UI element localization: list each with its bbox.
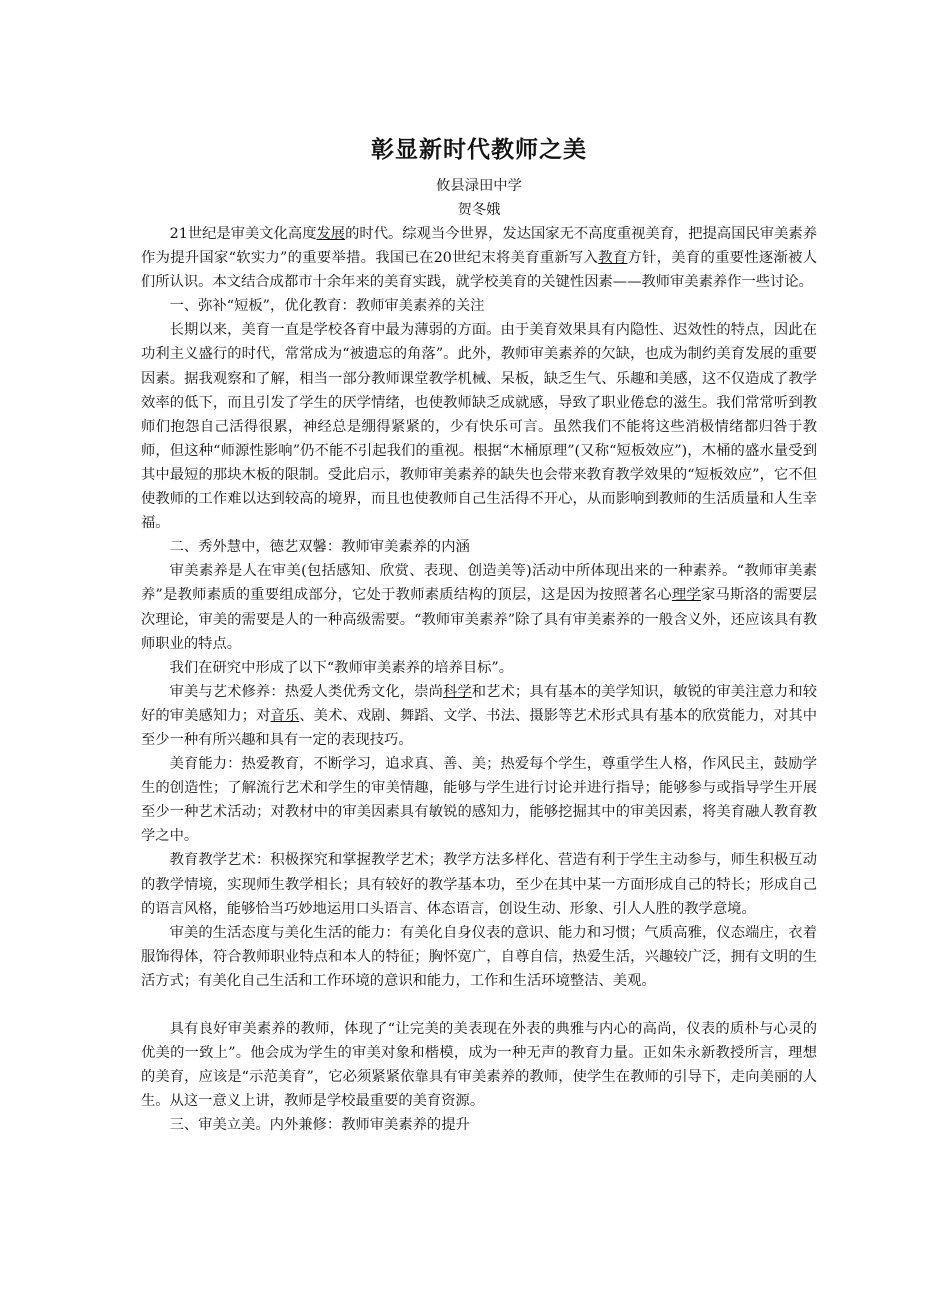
text-segment: 二、秀外慧中，德艺双馨：教师审美素养的内涵 — [169, 539, 470, 556]
section-heading — [141, 1113, 817, 1137]
document-page — [141, 128, 817, 1137]
keyword-link[interactable]: 音乐 — [270, 707, 300, 724]
body-paragraph — [141, 680, 817, 752]
text-segment: 我们在研究中形成了以下“教师审美素养的培养目标”。 — [169, 659, 514, 676]
body-paragraph — [141, 318, 817, 535]
text-segment: 具有良好审美素养的教师，体现了“让完美的美表现在外表的典雅与内心的高尚，仪表的质朴与心灵的优美的一致上”。他会成为学生的审美对象和楷模，成为一种无声的教育力量。正如朱永新教授所言，理想的美育，应该是“示范美育”，它必须紧紧依靠具有审美素养的教师，使学生在教师的引导下，走向美丽的人生。从这一意义上讲，教师是学校最重要的美育资源。 — [141, 1021, 817, 1110]
text-segment: 、美术、戏剧、舞蹈、文学、书法、摄影等艺术形式具有基本的欣赏能力，对其中至少一种有所兴趣和具有一定的表现技巧。 — [141, 707, 818, 748]
text-segment: 审美的生活态度与美化生活的能力：有美化自身仪表的意识、能力和习惯；气质高雅，仪态端庄，衣着服饰得体，符合教师职业特点和本人的特征；胸怀宽广，自尊自信，热爱生活，兴趣较广泛，拥有文明的生活方式；有美化自己生活和工作环境的意识和能力，工作和生活环境整洁、美观。 — [141, 924, 817, 989]
body-paragraph — [141, 752, 817, 848]
body-paragraph — [141, 656, 817, 680]
body-paragraph — [141, 222, 817, 294]
body-paragraph — [141, 1017, 817, 1113]
section-heading — [141, 535, 817, 559]
text-segment: 方针，美育的重要性逐渐被人们所认识。本文结合成都市十余年来的美育实践，就学校美育的关键性因素——教师审美素养作一些讨论。 — [141, 250, 818, 291]
text-segment: 和艺术；具有基本的美学知识，敏锐的审美注意力和较好的审美感知力；对 — [141, 683, 818, 724]
body-paragraph — [141, 921, 817, 993]
text-segment: 一、弥补“短板”，优化教育：教师审美素养的关注 — [169, 298, 485, 315]
body-paragraph — [141, 559, 817, 655]
keyword-link[interactable]: 科学 — [442, 683, 472, 700]
blank-line — [141, 993, 817, 1017]
text-segment: 教育教学艺术：积极探究和掌握教学艺术；教学方法多样化、营造有利于学生主动参与，师生积极互动的教学情境，实现师生教学相长；具有较好的教学基本功，至少在其中某一方面形成自己的特长；形成自己的语言风格，能够恰当巧妙地运用口头语言、体态语言，创设生动、形象、引人人胜的教学意境。 — [141, 852, 817, 917]
text-segment: 家马斯洛的需要层次理论，审美的需要是人的一种高级需要。“教师审美素养”除了具有审美素养的一般含义外，还应该具有教师职业的特点。 — [141, 587, 818, 652]
text-segment: 21世纪是审美文化高度 — [169, 226, 317, 242]
text-segment: 审美素养是人在审美(包括感知、欣赏、表现、创造美等)活动中所体现出来的一种素养。“教师审美素养”是教师素质的重要组成部分，它处于教师素质结构的顶层，这是因为按照著名心 — [141, 563, 817, 604]
keyword-link[interactable]: 发展 — [316, 226, 346, 242]
author-name: 贺冬娥 — [457, 202, 501, 218]
keyword-link[interactable]: 理学 — [671, 587, 701, 604]
school-name: 攸县渌田中学 — [436, 178, 522, 194]
text-segment: 的时代。综观当今世界，发达国家无不高度重视美育，把提高国民审美素养作为提升国家“软实力”的重要举措。我国已在20世纪末将美育重新写入 — [141, 226, 818, 267]
text-segment: 三、审美立美。内外兼修：教师审美素养的提升 — [169, 1117, 470, 1134]
document-body — [141, 222, 817, 1137]
text-segment: 美育能力：热爱教育，不断学习，追求真、善、美；热爱每个学生，尊重学生人格，作风民主，鼓励学生的创造性；了解流行艺术和学生的审美情趣，能够与学生进行讨论并进行指导；能够参与或指导学生开展至少一种艺术活动；对教材中的审美因素具有敏锐的感知力，能够挖掘其中的审美因素，将美育融人教育教学之中。 — [141, 756, 817, 845]
keyword-link[interactable]: 教育 — [598, 250, 628, 267]
document-title: 彰显新时代教师之美 — [371, 137, 587, 163]
section-heading — [141, 294, 817, 318]
body-paragraph — [141, 848, 817, 920]
text-segment: 审美与艺术修养：热爱人类优秀文化，崇尚 — [169, 683, 443, 700]
text-segment: 长期以来，美育一直是学校各育中最为薄弱的方面。由于美育效果具有内隐性、迟效性的特点，因此在功利主义盛行的时代，常常成为“被遗忘的角落”。此外，教师审美素养的欠缺，也成为制约美育发展的重要因素。据我观察和了解，相当一部分教师课堂教学机械、呆板，缺乏生气、乐趣和美感，这不仅造成了教学效率的低下，而且引发了学生的厌学情绪，也使教师缺乏成就感，导致了职业倦怠的滋生。我们常常听到教师们抱怨自己活得很累，神经总是绷得紧紧的，少有快乐可言。虽然我们不能将这些消极情绪都归咎于教师，但这种“师源性影响”仍不能不引起我们的重视。根据“木桶原理”(又称“短板效应”)，木桶的盛水量受到其中最短的那块木板的限制。受此启示，教师审美素养的缺失也会带来教育教学效果的“短板效应”，它不但使教师的工作难以达到较高的境界，而且也使教师自己生活得不开心，从而影响到教师的生活质量和人生幸福。 — [141, 322, 817, 532]
